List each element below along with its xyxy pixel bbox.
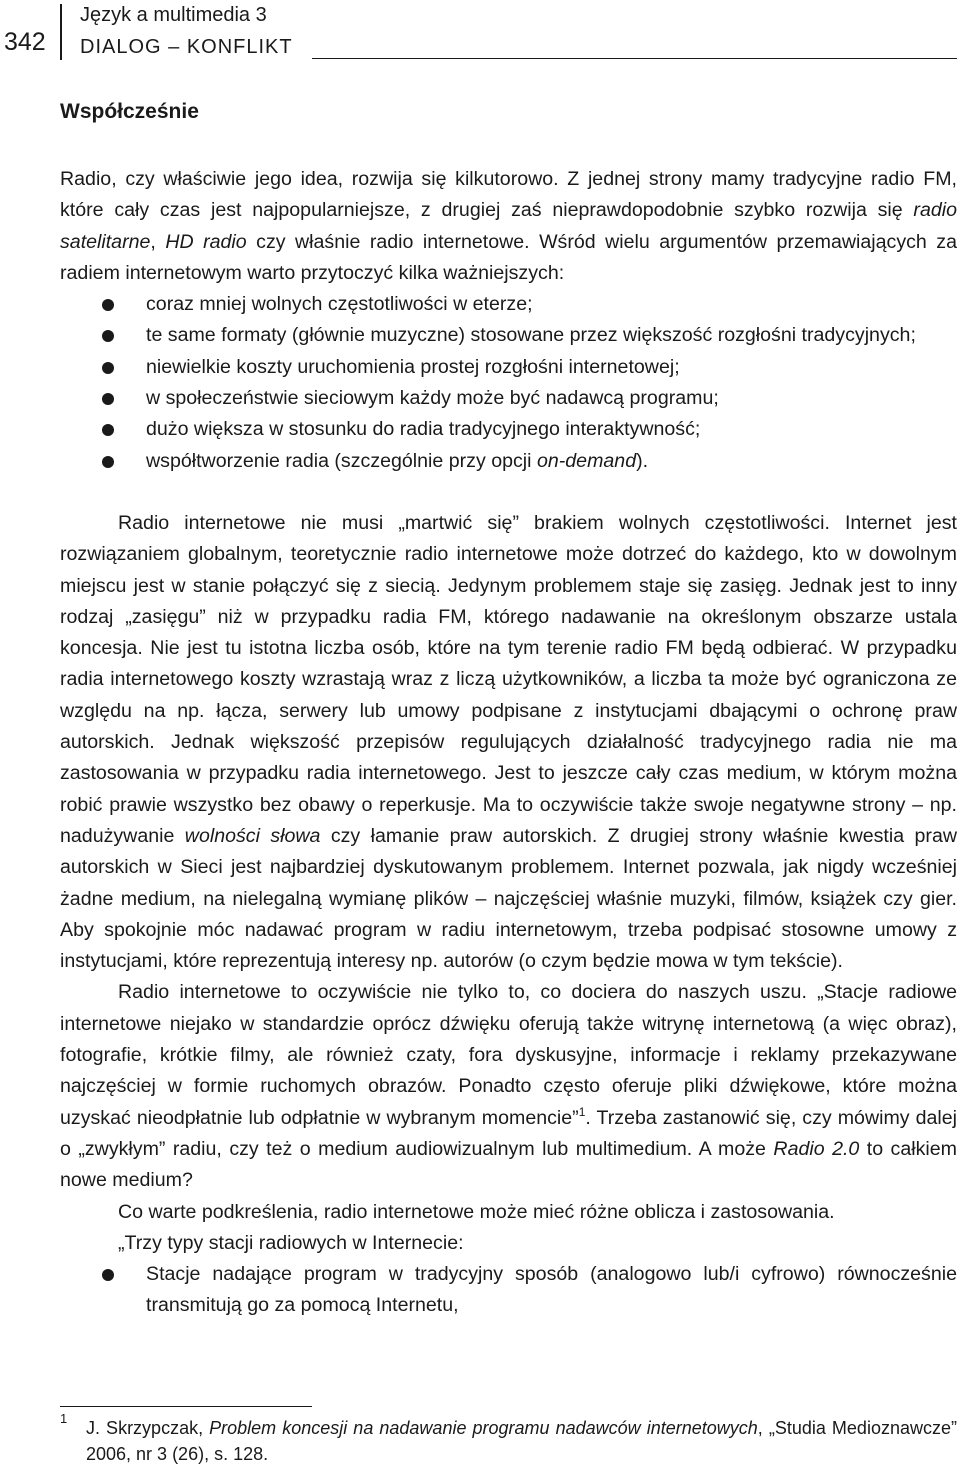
para1-text-2: czy łamanie praw autorskich. Z drugiej strony właśnie kwestia praw autorskich w Sieci jest najbardziej dyskutowanym problemem. Internet pozwala, jak nigdy wcześniej żadne medium, na nielegalną wymianę plików – najczęściej właśnie muzyki, filmów, książek czy gier. Aby spokojnie móc nadawać program w radiu internetowym, trzeba podpisać stosowne umowy z instytucjami, które reprezentują interesy np. autorów (o czym będzie mowa w tym tekście). [60,824,957,973]
list-item-text: Stacje nadające program w tradycyjny sposób (analogowo lub/i cyfrowo) równocześnie transmitują go za pomocą Internetu, [146,1263,957,1317]
list-item [60,446,957,477]
footnote-rule [60,1406,312,1407]
argument-list [60,289,957,477]
bullet-icon [102,330,114,342]
paragraph-1 [60,508,957,977]
page-number: 342 [4,28,46,56]
bullet-icon [102,393,114,405]
list-item [60,383,957,414]
para1-text-1: Radio internetowe nie musi „martwić się” brakiem wolnych częstotliwości. Internet jest rozwiązaniem globalnym, teoretycznie radio internetowe może dotrzeć do każdego, kto w dowolnym miejscu jest w stanie połączyć się z siecią. Jedynym problemem staje się zasięg. Jednak jest to inny rodzaj „zasięgu” niż w przypadku radia FM, którego nadawanie na określonym obszarze ustala koncesja. Nie jest tu istotna liczba osób, które na tym terenie radio FM będą odbierać. W przypadku radia internetowego koszty wzrastają wraz z liczą użytkowników, a liczba ta może być ograniczona ze względu na np. łącza, serwery lub umowy podpisane z instytucjami dbającymi o ochronę praw autorskich. Jednak większość przepisów regulujących działalność tradycyjnego radia nie ma zastosowania w przypadku radia internetowego. Jest to jeszcze cały czas medium, w którym można robić prawie wszystko bez obawy o reperkusje. Ma to oczywiście także swoje negatywne strony – np. nadużywanie [60,511,957,847]
article-body [60,96,957,1322]
header-rule [312,58,957,59]
section-title: Współcześnie [60,100,199,123]
bullet-icon [102,456,114,468]
footnote-text [86,1415,957,1467]
paragraph-4: „Trzy typy stacji radiowych w Internecie: [118,1231,464,1254]
bullet-icon [102,299,114,311]
para2-text-1: Radio internetowe to oczywiście nie tylko to, co dociera do naszych uszu. „Stacje radiowe internetowe niejako w standardzie oprócz dźwięku oferują także witrynę internetową (a więc obraz), fotografie, krótkie filmy, ale również czaty, fora dyskusyjne, informacje i reklamy przekazywane najczęściej w formie ruchomych obrazów. Ponadto często oferuje pliki dźwiękowe, które można uzyskać nieodpłatnie lub odpłatnie w wybranym momencie” [60,981,957,1129]
intro-italic-2: HD radio [165,230,247,253]
station-types-list [60,1259,957,1322]
bullet-icon [102,1269,114,1281]
footnote-number: 1 [60,1411,68,1426]
para1-italic: wolności słowa [184,824,321,847]
series-title: Język a multimedia 3 [80,4,267,26]
footnote-reference[interactable]: 1 [578,1104,586,1119]
footnote-italic: Problem koncesji na nadawanie programu nadawców internetowych [209,1418,758,1438]
list-item-text: niewielkie koszty uruchomienia prostej rozgłośni internetowej; [146,355,680,378]
bullet-icon [102,362,114,374]
intro-text-2: , [150,230,166,253]
list-item-text-2: ). [636,449,649,472]
para2-text-3: to całkiem nowe medium? [60,1137,957,1192]
list-item-text: te same formaty (głównie muzyczne) stosowane przez większość rozgłośni tradycyjnych; [146,324,916,347]
intro-italic-1: radio satelitarne [60,199,957,253]
footnote-text-1: J. Skrzypczak, [86,1418,210,1438]
volume-title: DIALOG – KONFLIKT [80,36,293,58]
list-item [60,320,957,351]
list-item-text-1: współtworzenie radia (szczególnie przy opcji [146,449,537,472]
list-item-text: w społeczeństwie sieciowym każdy może być nadawcą programu; [146,387,719,410]
header-divider [60,4,62,60]
list-item-text: dużo większa w stosunku do radia tradycyjnego interaktywność; [146,418,701,441]
paragraph-2 [60,977,957,1196]
list-item-italic: on-demand [536,449,637,472]
list-item [60,289,957,320]
intro-paragraph [60,164,957,289]
footnote-text-2: , „Studia Medioznawcze” 2006, nr 3 (26), s. 128. [86,1418,957,1464]
intro-text-1: Radio, czy właściwie jego idea, rozwija się kilkutorowo. Z jednej strony mamy tradycyjne radio FM, które cały czas jest najpopularniejsze, z drugiej zaś nieprawdopodobnie szybko rozwija się [60,168,957,222]
intro-text-3: czy właśnie radio internetowe. Wśród wielu argumentów przemawiających za radiem internetowym warto przytoczyć kilka ważniejszych: [60,230,957,284]
list-item-text: coraz mniej wolnych częstotliwości w eterze; [146,293,533,316]
para2-italic: Radio 2.0 [773,1137,860,1160]
paragraph-gap [60,477,957,508]
bullet-icon [102,424,114,436]
list-item [60,1259,957,1322]
paragraph-3: Co warte podkreślenia, radio internetowe może mieć różne oblicza i zastosowania. [118,1200,835,1223]
list-item [60,352,957,383]
para2-text-2: . Trzeba zastanowić się, czy mówimy dalej o „zwykłym” radiu, czy też o medium audiowizualnym lub multimedium. A może [60,1106,957,1160]
list-item [60,414,957,445]
